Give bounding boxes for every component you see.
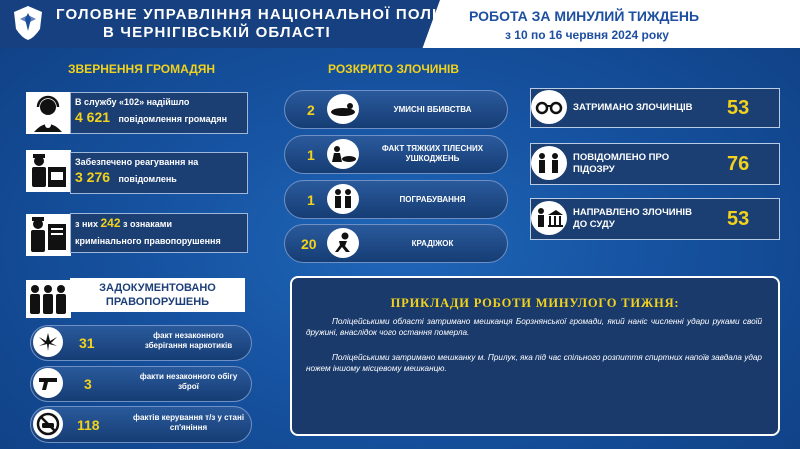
court-icon <box>531 201 567 235</box>
response-card <box>70 152 248 194</box>
calls-caption: В службу «102» надійшло <box>75 97 190 107</box>
criminal-card <box>70 213 248 253</box>
header-title-line1: ГОЛОВНЕ УПРАВЛІННЯ НАЦІОНАЛЬНОЇ ПОЛІЦІЇ <box>56 6 461 23</box>
report-icon-tile <box>26 214 71 256</box>
examples-paragraph-2: Поліцейськими затримано мешканку м. Прилук, яка під час спільного розпиття спиртних напоїв завдала удар ножем іншому місцевому мешканцю. <box>306 353 762 373</box>
handcuffs-icon <box>531 90 567 124</box>
calls-card <box>70 92 248 134</box>
solved-row-murder <box>284 90 508 129</box>
header-title-line2: В ЧЕРНІГІВСЬКІЙ ОБЛАСТІ <box>103 24 331 41</box>
thief-icon <box>327 228 359 258</box>
patrol-icon-tile <box>26 150 71 192</box>
documented-drugs-value: 31 <box>79 335 95 351</box>
operator-icon-tile <box>26 92 71 134</box>
police-shield-icon <box>12 5 44 41</box>
response-value: 3 276 <box>75 169 111 185</box>
criminal-caption: кримінального правопорушення <box>75 236 221 246</box>
solved-row-injury <box>284 135 508 174</box>
solved-injury-value: 1 <box>307 147 315 163</box>
interrogation-icon <box>531 146 567 180</box>
injury-icon <box>327 139 359 169</box>
officer-report-icon <box>26 214 71 256</box>
stat-detained-label: ЗАТРИМАНО ЗЛОЧИНЦІВ <box>573 102 693 113</box>
officers-icon-tile <box>26 280 71 318</box>
criminal-value: 242 <box>100 216 121 230</box>
solved-theft-value: 20 <box>301 236 317 252</box>
stat-court-value: 53 <box>727 208 750 230</box>
call-operator-icon <box>26 92 71 134</box>
solved-robbery-value: 1 <box>307 192 315 208</box>
no-drunk-driving-icon <box>33 409 63 439</box>
stat-suspicion <box>530 143 780 185</box>
examples-paragraph-1: Поліцейськими області затримано мешканця Борзнянської громади, який наніс численні удари руками своїй дружині, внаслідок чого остання померла. <box>306 317 762 337</box>
documented-drunk-label: фактів керування т/з у стані сп'яніння <box>132 413 245 432</box>
citizens-title: ЗВЕРНЕННЯ ГРОМАДЯН <box>68 62 216 76</box>
stat-detained <box>530 88 780 128</box>
solved-murder-value: 2 <box>307 102 315 118</box>
report-title: РОБОТА ЗА МИНУЛИЙ ТИЖДЕНЬ <box>469 8 700 24</box>
solved-row-robbery <box>284 180 508 219</box>
police-group-icon <box>26 280 71 318</box>
solved-robbery-label: ПОГРАБУВАННЯ <box>399 195 466 204</box>
stat-detained-value: 53 <box>727 97 750 119</box>
solved-theft-label: КРАДІЖОК <box>411 239 454 248</box>
criminal-mid: з ознаками <box>123 219 172 229</box>
pistol-icon <box>33 368 63 398</box>
solved-title: РОЗКРИТО ЗЛОЧИНІВ <box>328 62 460 76</box>
body-outline-icon <box>327 94 359 124</box>
stat-suspicion-label: ПОВІДОМЛЕНО ПРО ПІДОЗРУ <box>573 152 670 175</box>
solved-row-theft <box>284 224 508 263</box>
solved-injury-label: ФАКТ ТЯЖКИХ ТІЛЕСНИХ УШКОДЖЕНЬ <box>381 144 484 163</box>
stat-court <box>530 198 780 240</box>
documented-drugs-label: факт незаконного зберігання наркотиків <box>144 331 233 350</box>
stat-suspicion-value: 76 <box>727 153 750 175</box>
examples-title: ПРИКЛАДИ РОБОТИ МИНУЛОГО ТИЖНЯ: <box>390 296 680 310</box>
police-officer-car-icon <box>26 150 71 192</box>
calls-value: 4 621 <box>75 109 111 125</box>
documented-weapons-label: факти незаконного обігу зброї <box>139 372 238 391</box>
stat-court-label: НАПРАВЛЕНО ЗЛОЧИНІВ ДО СУДУ <box>573 207 692 230</box>
cannabis-leaf-icon <box>33 327 63 357</box>
calls-unit: повідомлення громадян <box>118 114 228 124</box>
documented-weapons-value: 3 <box>84 376 92 392</box>
response-caption: Забезпечено реагування на <box>75 157 199 167</box>
documented-title: ЗАДОКУМЕНТОВАНО ПРАВОПОРУШЕНЬ <box>70 278 245 312</box>
documented-drunk-value: 118 <box>77 417 100 433</box>
report-period: з 10 по 16 червня 2024 року <box>505 28 669 42</box>
documented-row-drugs <box>30 325 252 361</box>
criminal-prefix: з них <box>75 219 98 229</box>
documented-row-drunk-driving <box>30 406 252 443</box>
documented-row-weapons <box>30 366 252 402</box>
examples-panel <box>290 276 780 436</box>
solved-murder-label: УМИСНІ ВБИВСТВА <box>393 105 472 114</box>
response-unit: повідомлень <box>118 174 177 184</box>
robbery-icon <box>327 184 359 214</box>
